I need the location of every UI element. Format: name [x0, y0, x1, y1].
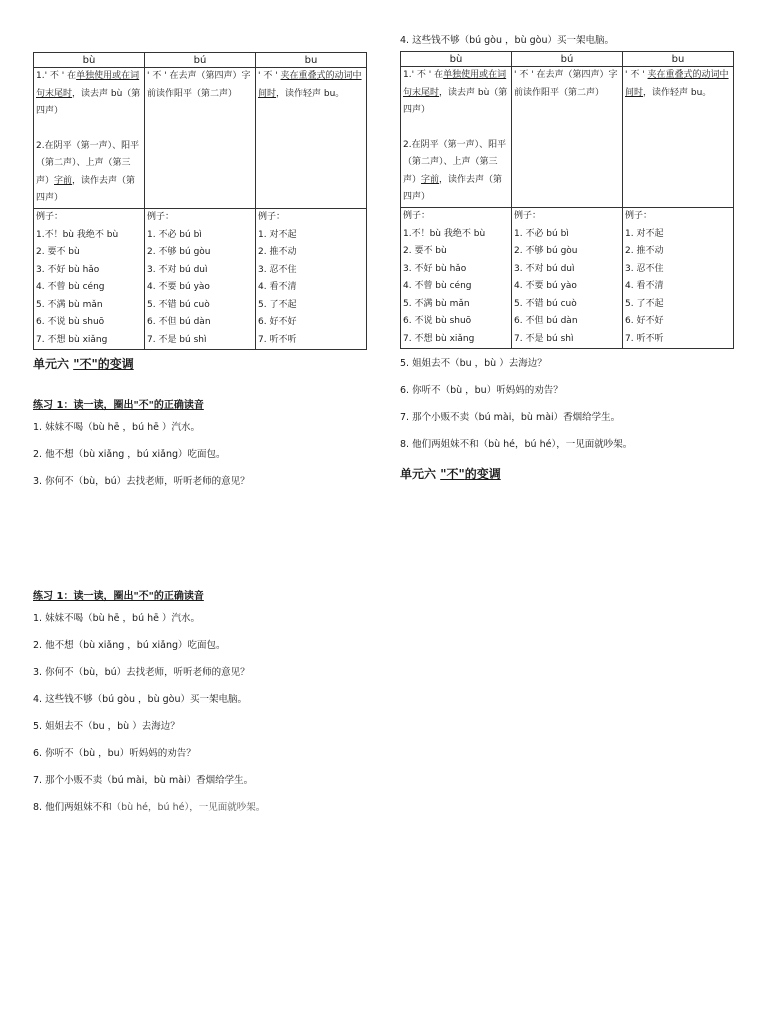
question-6-repeat: 6. 你听不（bù ，bu）听妈妈的劝告？ [33, 748, 196, 759]
rule-cell-bu2 [145, 68, 256, 209]
rules-row [34, 68, 367, 209]
header-bu2: bú [145, 53, 256, 68]
examples-row [401, 208, 734, 349]
examples-cell-bu0: 例子： 1. 对不起 2. 推不动 3. 忍不住 4. 看不清 5. 了不起 6. 好不好 7. 听不听 [623, 208, 734, 349]
question-4-top: 4. 这些钱不够（bú gòu ，bù gòu）买一架电脑。 [400, 35, 614, 46]
rule-cell-bu4 [34, 68, 145, 209]
example-item: 4. 看不清 [258, 282, 297, 292]
header-bu0: bu [256, 53, 367, 68]
example-item: 6. 不但 bú dàn [147, 317, 211, 327]
example-item: 3. 忍不住 [258, 264, 297, 275]
left-column [33, 52, 367, 828]
unit-title-repeat: 单元六 "不"的变调 [400, 467, 501, 481]
rule-cell-bu0: ' 不 ' 夹在重叠式的动词中间时，读作轻声 bu。 [623, 67, 734, 208]
example-item: 7. 听不听 [258, 334, 297, 345]
header-bu4: bù [34, 53, 145, 68]
right-column [400, 34, 734, 482]
rule-underline: 夹在重叠式的动词中间时 [258, 71, 362, 99]
header-bu2: bú [512, 52, 623, 67]
rule-text: ，读去声 bù（第四声） [36, 88, 141, 116]
rules-table-repeat [400, 51, 734, 349]
example-item: 3. 不好 bù hǎo [36, 264, 100, 275]
rule-underline: 单独使用或在词句末尾时 [36, 71, 140, 99]
example-item: 4. 不要 bú yào [147, 282, 210, 292]
question-5: 5. 姐姐去不（bu ，bù ）去海边？ [400, 358, 547, 369]
header-bu0: bu [623, 52, 734, 67]
question-2-repeat: 2. 他不想（bù xiǎng ，bú xiǎng）吃面包。 [33, 640, 226, 651]
examples-cell-bu4 [34, 209, 145, 350]
exercise-heading: 练习 1：读一读，圈出"不"的正确读音 [33, 400, 204, 411]
example-item: 6. 好不好 [258, 317, 297, 327]
examples-cell-bu4: 例子： 1.不！bù 我绝不 bù 2. 要不 bù 3. 不好 bù hǎo 4. 不曾 bù céng 5. 不满 bù mǎn 6. 不说 bù shuō 7. 不想 bù xiǎng [401, 208, 512, 349]
example-item: 3. 不对 bú duì [147, 264, 208, 275]
examples-cell-bu2 [145, 209, 256, 350]
question-8: 8. 他们两姐妹不和（bù hé，bú hé），一见面就吵架。 [400, 439, 633, 450]
example-item: 5. 不错 bú cuò [147, 299, 210, 310]
question-1: 1. 妹妹不喝（bù hē ，bú hē ）汽水。 [33, 422, 200, 433]
question-7: 7. 那个小贩不卖（bú mài，bù mài）香烟给学生。 [400, 412, 621, 423]
example-item: 4. 不曾 bù céng [36, 282, 105, 292]
examples-cell-bu2: 例子： 1. 不必 bú bì 2. 不够 bú gòu 3. 不对 bú duì 4. 不要 bú yào 5. 不错 bú cuò 6. 不但 bú dàn 7. 不是 bú shì [512, 208, 623, 349]
example-item: 1. 对不起 [258, 229, 297, 240]
rules-table [33, 52, 367, 350]
rule-text: ' 不 ' 在去声（第四声）字前读作阳平（第二声） [147, 71, 251, 99]
rule-text: ，读作轻声 bu。 [276, 88, 345, 99]
example-item: 1.不！bù 我绝不 bù [36, 229, 119, 240]
rule-text: ，读作去声（第四声） [36, 175, 136, 203]
unit-title: 单元六 "不"的变调 [33, 357, 134, 371]
question-7-repeat: 7. 那个小贩不卖（bú mài，bù mài）香烟给学生。 [33, 775, 254, 786]
example-item: 5. 不满 bù mǎn [36, 299, 103, 310]
table-header-row [34, 53, 367, 68]
exercise-heading-repeat: 练习 1：读一读，圈出"不"的正确读音 [33, 591, 204, 602]
example-item: 1. 不必 bú bì [147, 229, 202, 240]
question-2: 2. 他不想（bù xiǎng ，bú xiǎng）吃面包。 [33, 449, 226, 460]
question-1-repeat: 1. 妹妹不喝（bù hē ，bú hē ）汽水。 [33, 613, 200, 624]
example-item: 7. 不想 bù xiǎng [36, 334, 108, 345]
examples-cell-bu0 [256, 209, 367, 350]
rule-text: 1.' 不 ' 在 [36, 71, 77, 81]
example-label: 例子： [147, 212, 175, 222]
example-item: 2. 不够 bú gòu [147, 247, 211, 257]
examples-row [34, 209, 367, 350]
table-header-row [401, 52, 734, 67]
question-4-repeat: 4. 这些钱不够（bú gòu ，bù gòu）买一架电脑。 [33, 694, 247, 705]
question-3: 3. 你何不（bù，bú）去找老师，听听老师的意见？ [33, 476, 250, 487]
rules-row [401, 67, 734, 208]
example-label: 例子： [36, 212, 64, 222]
example-item: 5. 了不起 [258, 299, 297, 310]
rule-cell-bu2: ' 不 ' 在去声（第四声）字前读作阳平（第二声） [512, 67, 623, 208]
header-bu4: bù [401, 52, 512, 67]
rule-text: ' 不 ' [258, 71, 281, 81]
rule-underline: 字前 [54, 175, 73, 186]
rule-cell-bu0 [256, 68, 367, 209]
question-5-repeat: 5. 姐姐去不（bu ，bù ）去海边？ [33, 721, 180, 732]
question-8-repeat: 8. 他们两姐妹不和（bù hé，bú hé），一见面就吵架。 [33, 802, 266, 813]
example-item: 2. 要不 bù [36, 247, 80, 257]
example-item: 6. 不说 bù shuō [36, 317, 105, 327]
rule-cell-bu4: 1.' 不 ' 在单独使用或在词句末尾时，读去声 bù（第四声） 2.在阴平（第一声）、阳平（第二声）、上声（第三声）字前，读作去声（第四声） [401, 67, 512, 208]
example-item: 2. 推不动 [258, 247, 297, 257]
example-item: 7. 不是 bú shì [147, 334, 207, 345]
question-6: 6. 你听不（bù ，bu）听妈妈的劝告？ [400, 385, 563, 396]
example-label: 例子： [258, 212, 286, 222]
rule-text: 2.在阴平（第一声）、阳平（第二声）、上声（第三声） [36, 140, 140, 186]
question-3-repeat: 3. 你何不（bù，bú）去找老师，听听老师的意见？ [33, 667, 250, 678]
